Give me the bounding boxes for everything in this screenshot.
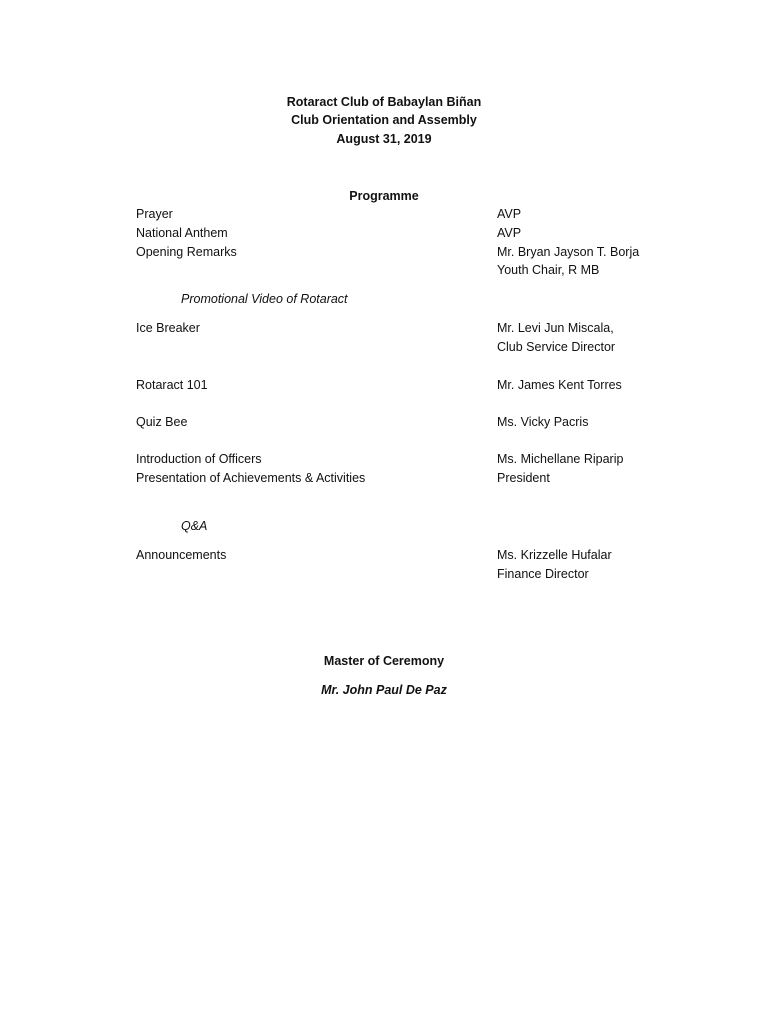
event-title: Club Orientation and Assembly	[291, 113, 477, 127]
presenter-ice-breaker: Mr. Levi Jun Miscala,	[497, 321, 614, 335]
presenter-title-opening-remarks: Youth Chair, R MB	[497, 263, 600, 277]
activity-rotaract-101: Rotaract 101	[136, 378, 208, 392]
presenter-title-introduction-of-officers: President	[497, 471, 550, 485]
presenter-title-announcements: Finance Director	[497, 567, 589, 581]
presenter-rotaract-101: Mr. James Kent Torres	[497, 378, 622, 392]
presenter-announcements: Ms. Krizzelle Hufalar	[497, 548, 612, 562]
activity-ice-breaker: Ice Breaker	[136, 321, 200, 335]
presenter-introduction-of-officers: Ms. Michellane Riparip	[497, 452, 624, 466]
presenter-title-ice-breaker: Club Service Director	[497, 340, 616, 354]
mc-name: Mr. John Paul De Paz	[321, 683, 447, 697]
activity-promotional-video: Promotional Video of Rotaract	[181, 292, 348, 306]
event-date: August 31, 2019	[336, 132, 432, 146]
presenter-opening-remarks: Mr. Bryan Jayson T. Borja	[497, 245, 640, 259]
presenter-quiz-bee: Ms. Vicky Pacris	[497, 415, 589, 429]
club-name: Rotaract Club of Babaylan Biñan	[286, 95, 482, 109]
mc-heading: Master of Ceremony	[323, 654, 445, 668]
programme-heading: Programme	[349, 189, 419, 203]
activity-opening-remarks: Opening Remarks	[136, 245, 237, 259]
presenter-national-anthem: AVP	[497, 226, 522, 240]
activity-announcements: Announcements	[136, 548, 227, 562]
presenter-prayer: AVP	[497, 207, 522, 221]
activity-q-and-a: Q&A	[181, 519, 208, 533]
activity-national-anthem: National Anthem	[136, 226, 228, 240]
activity-presentation-of-achievements: Presentation of Achievements & Activities	[136, 471, 366, 485]
activity-prayer: Prayer	[136, 207, 173, 221]
activity-quiz-bee: Quiz Bee	[136, 415, 188, 429]
activity-introduction-of-officers: Introduction of Officers	[136, 452, 262, 466]
